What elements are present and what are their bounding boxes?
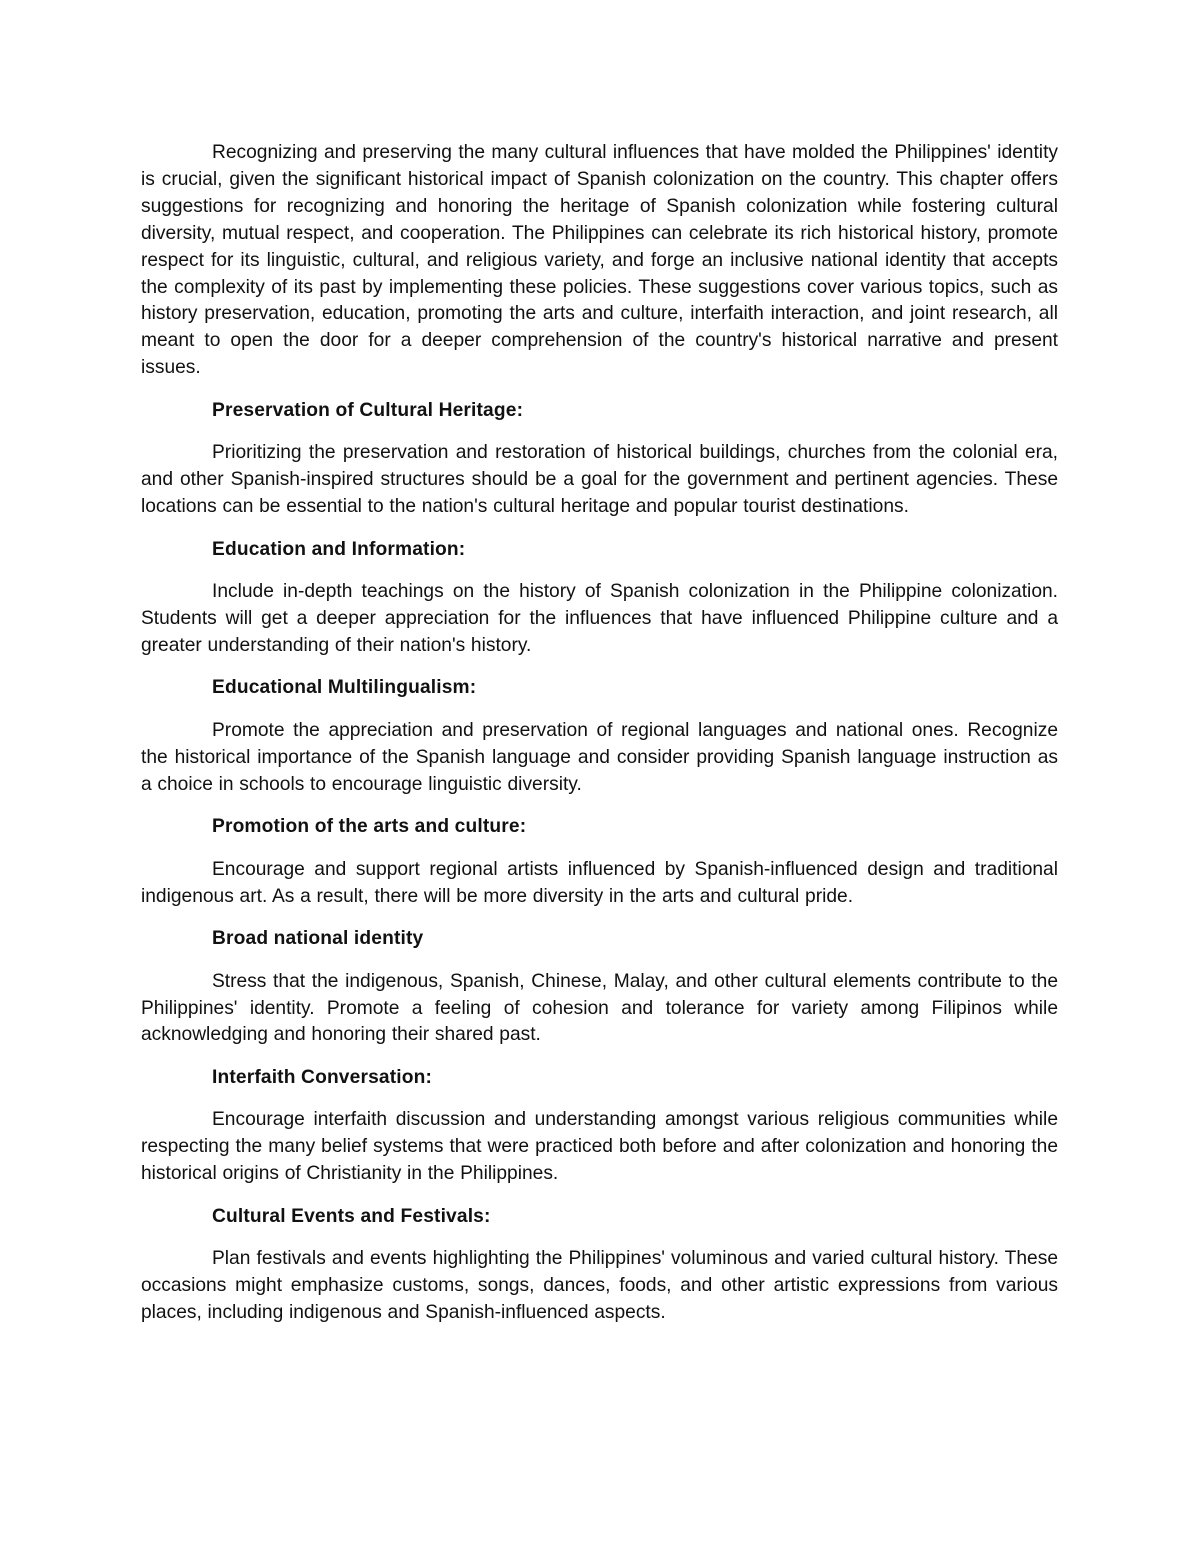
section-body-festivals: Plan festivals and events highlighting the Philippines' voluminous and varied cultural history. These occasions might emphasize customs, songs, dances, foods, and other artistic expressions from various places, including indigenous and Spanish-influenced aspects. <box>141 1248 1058 1324</box>
section-heading-festivals: Cultural Events and Festivals: <box>212 1205 491 1227</box>
section-heading-interfaith: Interfaith Conversation: <box>212 1066 433 1088</box>
section-heading-multilingualism: Educational Multilingualism: <box>212 677 477 699</box>
section-heading-education: Education and Information: <box>212 538 466 560</box>
intro-paragraph: Recognizing and preserving the many cultural influences that have molded the Philippines' identity is crucial, given the significant historical impact of Spanish colonization on the country. This chapter offers suggestions for recognizing and honoring the heritage of Spanish colonization while fostering cultural diversity, mutual respect, and cooperation. The Philippines can celebrate its rich historical history, promote respect for its linguistic, cultural, and religious variety, and forge an inclusive national identity that accepts the complexity of its past by implementing these policies. These suggestions cover various topics, such as history preservation, education, promoting the arts and culture, interfaith interaction, and joint research, all meant to open the door for a deeper comprehension of the country's historical narrative and present issues. <box>141 142 1058 379</box>
section-body-preservation: Prioritizing the preservation and restoration of historical buildings, churches from the colonial era, and other Spanish-inspired structures should be a goal for the government and pertinent agencies. These locations can be essential to the nation's cultural heritage and popular tourist destinations. <box>141 442 1058 518</box>
section-heading-preservation: Preservation of Cultural Heritage: <box>212 399 524 421</box>
section-body-interfaith: Encourage interfaith discussion and understanding amongst various religious communities while respecting the many belief systems that were practiced both before and after colonization and honoring the historical origins of Christianity in the Philippines. <box>141 1109 1058 1185</box>
section-heading-national-identity: Broad national identity <box>212 928 424 950</box>
section-heading-arts-culture: Promotion of the arts and culture: <box>212 816 527 838</box>
section-body-national-identity: Stress that the indigenous, Spanish, Chinese, Malay, and other cultural elements contribute to the Philippines' identity. Promote a feeling of cohesion and tolerance for variety among Filipinos while acknowledging and honoring their shared past. <box>141 970 1058 1046</box>
section-body-arts-culture: Encourage and support regional artists influenced by Spanish-influenced design and traditional indigenous art. As a result, there will be more diversity in the arts and cultural pride. <box>141 858 1058 907</box>
document-page <box>141 140 1058 1343</box>
section-body-education: Include in-depth teachings on the history of Spanish colonization in the Philippine colonization. Students will get a deeper appreciation for the influences that have influenced Philippine culture and a greater understanding of their nation's history. <box>141 581 1058 656</box>
section-body-multilingualism: Promote the appreciation and preservation of regional languages and national ones. Recognize the historical importance of the Spanish language and consider providing Spanish language instruction as a choice in schools to encourage linguistic diversity. <box>141 719 1058 795</box>
